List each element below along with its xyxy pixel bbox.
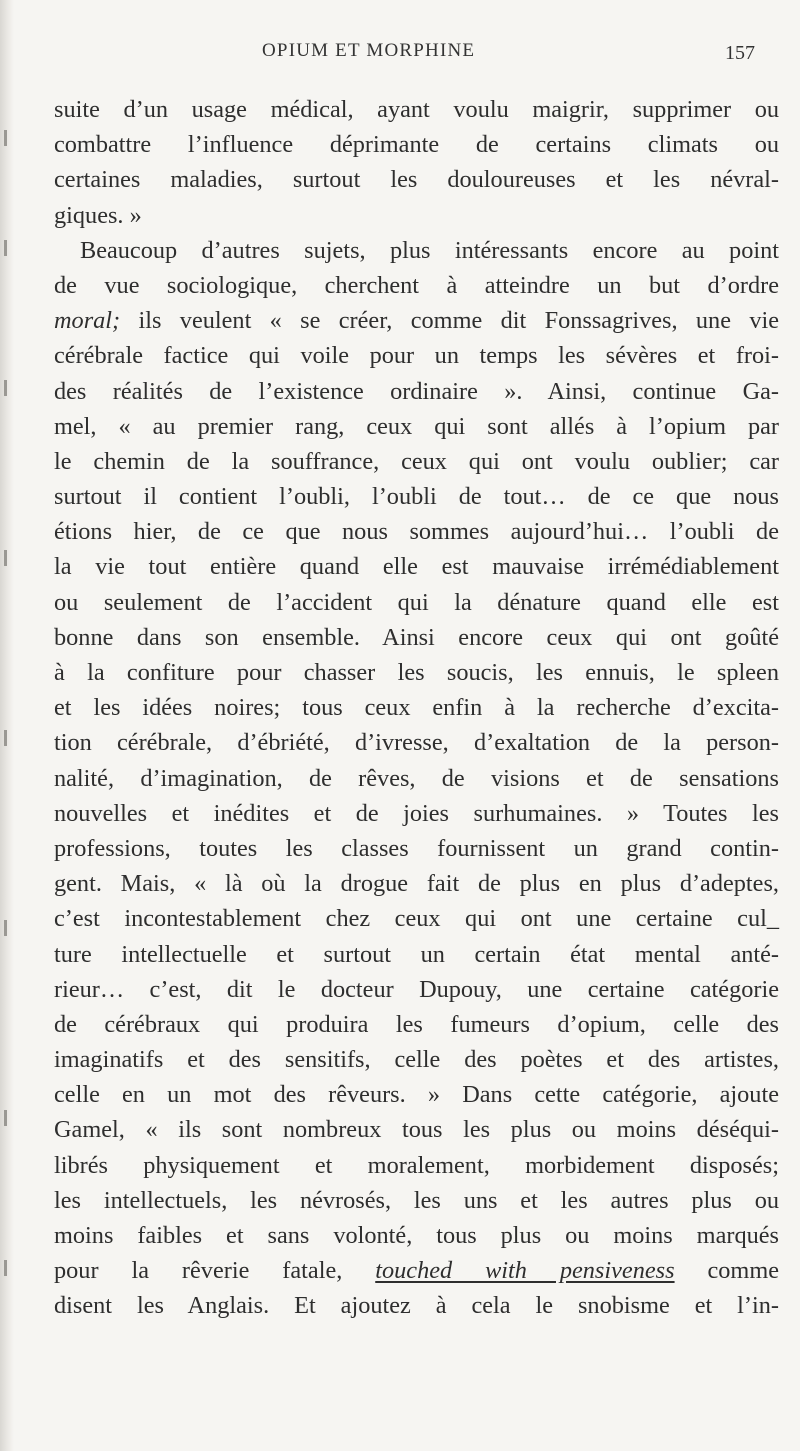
margin-mark	[4, 240, 7, 256]
italic-english-phrase: touched with pensiveness	[375, 1257, 675, 1285]
text-line: tion cérébrale, d’ébriété, d’ivresse, d’exaltation de la person-	[54, 729, 779, 757]
running-title: OPIUM ET MORPHINE	[262, 40, 476, 61]
margin-mark	[4, 380, 7, 396]
margin-mark	[4, 1260, 7, 1276]
margin-mark	[4, 730, 7, 746]
text-line: de cérébraux qui produira les fumeurs d’opium, celle des	[54, 1010, 779, 1038]
text-line: cérébrale factice qui voile pour un temps les sévères et froi-	[54, 342, 779, 370]
text-line-with-italic	[54, 1253, 779, 1288]
text-line: ture intellectuelle et surtout un certain état mental anté-	[54, 940, 779, 968]
text-line: Gamel, « ils sont nombreux tous les plus ou moins déséqui-	[54, 1116, 779, 1144]
text-line: le chemin de la souffrance, ceux qui ont voulu oublier; car	[54, 447, 779, 475]
text-line: celle en un mot des rêveurs. » Dans cette catégorie, ajoute	[54, 1081, 779, 1109]
text-line: nalité, d’imagination, de rêves, de visions et de sensations	[54, 764, 779, 792]
margin-mark	[4, 1110, 7, 1126]
page-number: 157	[725, 42, 755, 64]
text-line: étions hier, de ce que nous sommes aujourd’hui… l’oubli de	[54, 518, 779, 546]
margin-mark	[4, 130, 7, 146]
text-line: c’est incontestablement chez ceux qui ont une certaine cul_	[54, 905, 779, 933]
text-line: gent. Mais, « là où la drogue fait de plus en plus d’adeptes,	[54, 870, 779, 898]
text-line: la vie tout entière quand elle est mauvaise irrémédiablement	[54, 553, 779, 581]
text-line: rieur… c’est, dit le docteur Dupouy, une certaine catégorie	[54, 975, 779, 1003]
text-line: moins faibles et sans volonté, tous plus ou moins marqués	[54, 1222, 779, 1249]
text-fragment: pour la rêverie fatale,	[54, 1257, 343, 1285]
text-line: de vue sociologique, cherchent à atteindre un but d’ordre	[54, 271, 779, 299]
text-line: librés physiquement et moralement, morbidement disposés;	[54, 1151, 779, 1179]
scan-margin-marks	[4, 130, 12, 1310]
text-line: ou seulement de l’accident qui la dénature quand elle est	[54, 588, 779, 616]
text-fragment: ils veulent « se créer, comme dit Fonssagrives, une vie	[138, 307, 780, 335]
text-line: les intellectuels, les névrosés, les uns et les autres plus ou	[54, 1186, 779, 1214]
text-line: surtout il contient l’oubli, l’oubli de tout… de ce que nous	[54, 483, 779, 511]
text-line: à la confiture pour chasser les soucis, les ennuis, le spleen	[54, 659, 779, 686]
text-line: combattre l’influence déprimante de certains climats ou	[54, 131, 779, 159]
text-line: certaines maladies, surtout les douloureuses et les névral-	[54, 166, 779, 194]
running-head	[0, 40, 800, 70]
text-line: disent les Anglais. Et ajoutez à cela le snobisme et l’in-	[54, 1292, 779, 1320]
margin-mark	[4, 550, 7, 566]
text-line: nouvelles et inédites et de joies surhumaines. » Toutes les	[54, 799, 779, 827]
text-line: professions, toutes les classes fournissent un grand contin-	[54, 834, 779, 862]
text-line: imaginatifs et des sensitifs, celle des poètes et des artistes,	[54, 1046, 779, 1074]
paragraph-start-line: Beaucoup d’autres sujets, plus intéressants encore au point	[80, 236, 779, 264]
text-line: mel, « au premier rang, ceux qui sont allés à l’opium par	[54, 412, 779, 440]
italic-word-moral: moral;	[54, 307, 121, 335]
margin-mark	[4, 920, 7, 936]
text-line: bonne dans son ensemble. Ainsi encore ceux qui ont goûté	[54, 623, 779, 651]
text-line-with-italic	[54, 303, 779, 338]
body-text	[54, 92, 779, 1324]
text-line: giques. »	[54, 201, 142, 229]
text-fragment: comme	[707, 1257, 780, 1285]
text-line: des réalités de l’existence ordinaire ». Ainsi, continue Ga-	[54, 377, 779, 405]
text-line: et les idées noires; tous ceux enfin à la recherche d’excita-	[54, 694, 779, 722]
text-line: suite d’un usage médical, ayant voulu maigrir, supprimer ou	[54, 96, 779, 123]
